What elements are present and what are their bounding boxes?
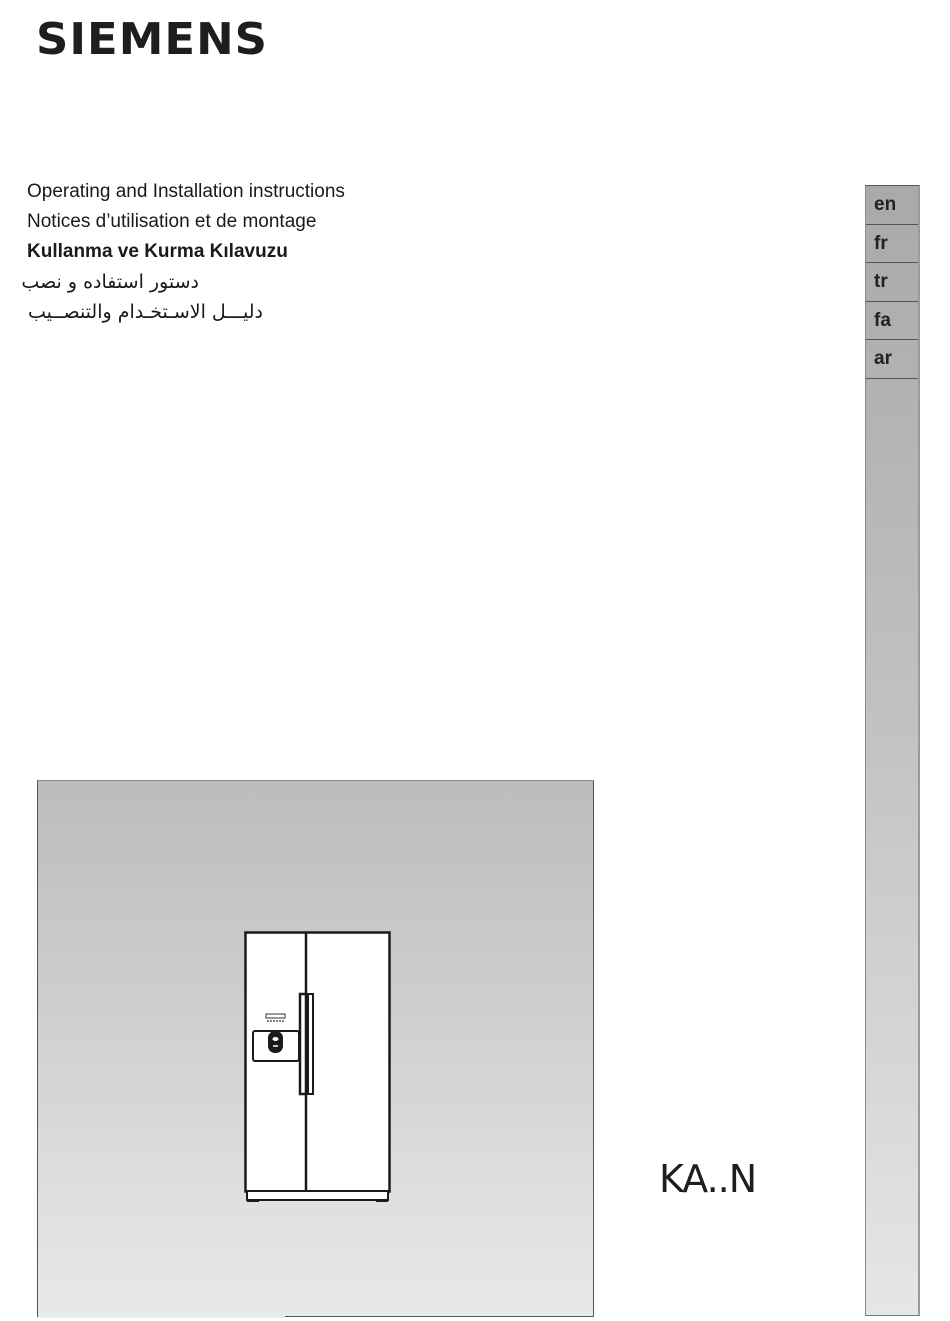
lang-tab-en[interactable]: en: [866, 186, 918, 225]
refrigerator-icon: [244, 931, 392, 1206]
lang-tab-fr[interactable]: fr: [866, 225, 918, 264]
lang-tab-tr[interactable]: tr: [866, 263, 918, 302]
lang-tab-ar[interactable]: ar: [866, 340, 918, 379]
product-illustration-panel: [37, 780, 594, 1317]
panel-notch: [38, 1314, 285, 1318]
siemens-logo: SIEMENS: [36, 14, 269, 65]
model-code: KA..N: [659, 1157, 757, 1201]
language-tab-bar: [865, 185, 920, 1316]
lang-tab-fa[interactable]: fa: [866, 302, 918, 341]
title-ar: دليـــل الاسـتخـدام والتنصــيب: [27, 301, 263, 323]
title-fa: دستور استفاده و نصب: [21, 271, 199, 293]
title-fr: Notices d’utilisation et de montage: [27, 211, 317, 232]
title-tr: Kullanma ve Kurma Kılavuzu: [27, 241, 288, 262]
title-en: Operating and Installation instructions: [27, 181, 345, 202]
manual-titles: [21, 177, 345, 327]
